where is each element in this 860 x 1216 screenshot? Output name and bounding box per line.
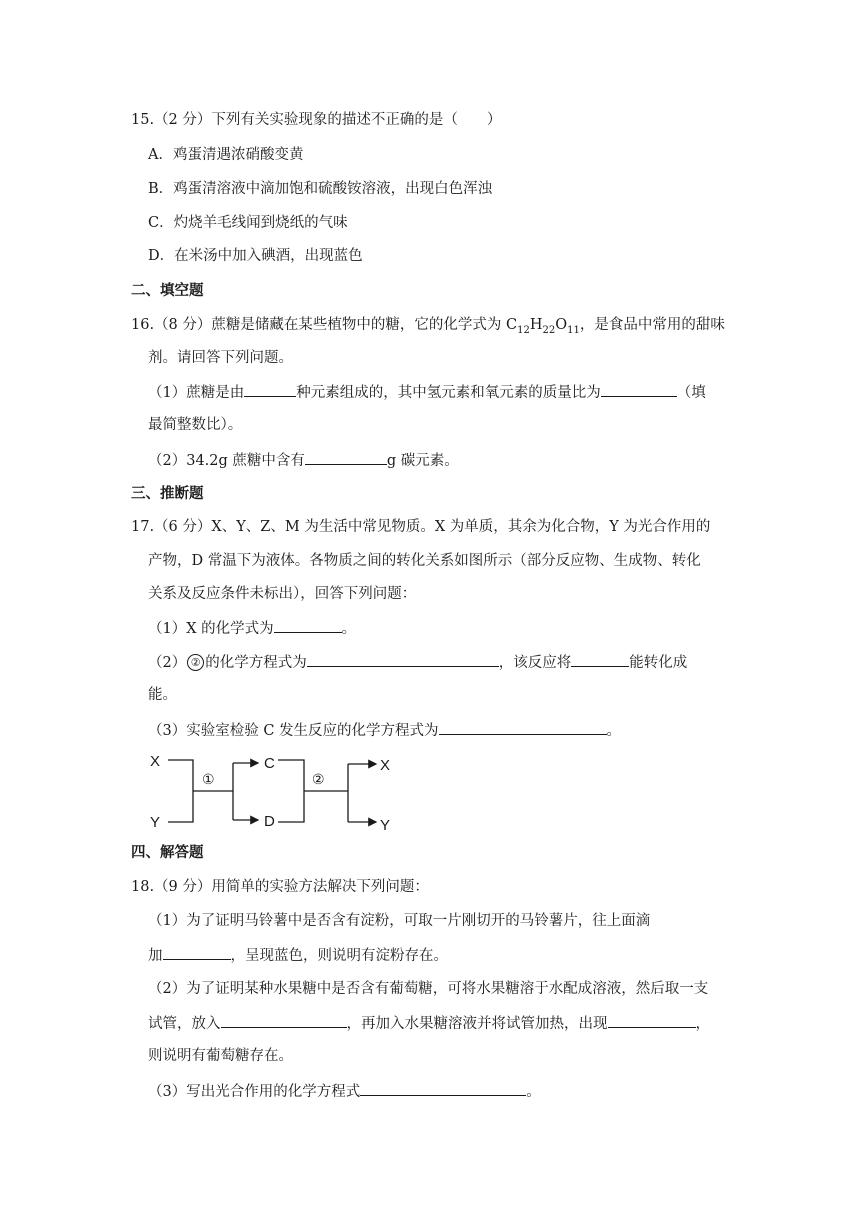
q16-part2: （2）34.2g 蔗糖中含有 g 碳元素。 [148,450,459,471]
answer-blank [608,1013,696,1028]
circled-number-2: ② [187,654,204,671]
answer-blank [305,450,387,465]
q15-option-d: D．在米汤中加入碘酒，出现蓝色 [148,248,363,264]
q16-part1-cont: 最简整数比）。 [148,417,243,433]
q16-stem-line2: 剂。请回答下列问题。 [148,350,293,366]
q18-part1-line2: 加 ，呈现蓝色，则说明有淀粉存在。 [148,945,448,966]
diagram-step-2: ② [312,771,325,787]
answer-blank [360,1081,526,1096]
q18-part3: （3）写出光合作用的化学方程式 。 [148,1081,541,1102]
answer-blank [221,1013,347,1028]
diagram-y-input: Y [150,814,161,831]
answer-blank [307,652,499,667]
q17-part2: （2） ② 的化学方程式为 ，该反应将 能转化成 [148,652,687,673]
q17-stem-line2: 产物，D 常温下为液体。各物质之间的转化关系如图所示（部分反应物、生成物、转化 [148,553,701,569]
answer-blank [244,382,296,397]
answer-blank [163,945,231,960]
q15-option-a: A．鸡蛋清遇浓硝酸变黄 [148,147,304,163]
section-heading-answer: 四、解答题 [131,844,204,861]
q18-part2-line2: 试管，放入 ，再加入水果糖溶液并将试管加热，出现 ， [148,1013,710,1034]
q18-part2-line3: 则说明有葡萄糖存在。 [148,1048,293,1064]
q17-part2-cont: 能。 [148,687,177,703]
section-heading-fill-in: 二、填空题 [131,282,204,299]
section-heading-inference: 三、推断题 [131,485,204,502]
q15-option-c: C．灼烧羊毛线闻到烧纸的气味 [148,215,348,231]
q17-stem-line1: 17.（6 分）X、Y、Z、M 为生活中常见物质。X 为单质，其余为化合物，Y 为光合作用的 [131,519,711,535]
diagram-x-output: X [380,757,391,774]
diagram-c-node: C [264,755,275,772]
q18-part1-line1: （1）为了证明马铃薯中是否含有淀粉，可取一片刚切开的马铃薯片，往上面滴 [148,913,651,929]
q18-part2-line1: （2）为了证明某种水果糖中是否含有葡萄糖，可将水果糖溶于水配成溶液，然后取一支 [148,981,709,997]
answer-blank [274,618,342,633]
q17-part3: （3）实验室检验 C 发生反应的化学方程式为 。 [148,720,621,741]
diagram-step-1: ① [202,771,215,787]
diagram-d-node: D [264,813,275,830]
q17-stem-line3: 关系及反应条件未标出），回答下列问题： [148,586,417,602]
q17-part1: （1）X 的化学式为 。 [148,618,356,639]
q15-option-b: B．鸡蛋清溶液中滴加饱和硫酸铵溶液，出现白色浑浊 [148,181,493,197]
q15-stem: 15.（2 分）下列有关实验现象的描述不正确的是（ ） [131,112,502,128]
q16-stem-line1: 16.（8 分）蔗糖是储藏在某些植物中的糖，它的化学式为 $C_{12}H_{22}O_{11}$，是食品中常用的甜味 [131,317,725,336]
q16-part1: （1）蔗糖是由 种元素组成的，其中氢元素和氧元素的质量比为 （填 [148,382,706,403]
diagram-x-input: X [150,753,161,770]
q18-stem: 18.（9 分）用简单的实验方法解决下列问题： [131,879,429,895]
answer-blank [439,720,607,735]
reaction-flow-diagram [148,748,418,840]
diagram-y-output: Y [380,817,391,834]
answer-blank [601,382,677,397]
answer-blank [571,652,629,667]
